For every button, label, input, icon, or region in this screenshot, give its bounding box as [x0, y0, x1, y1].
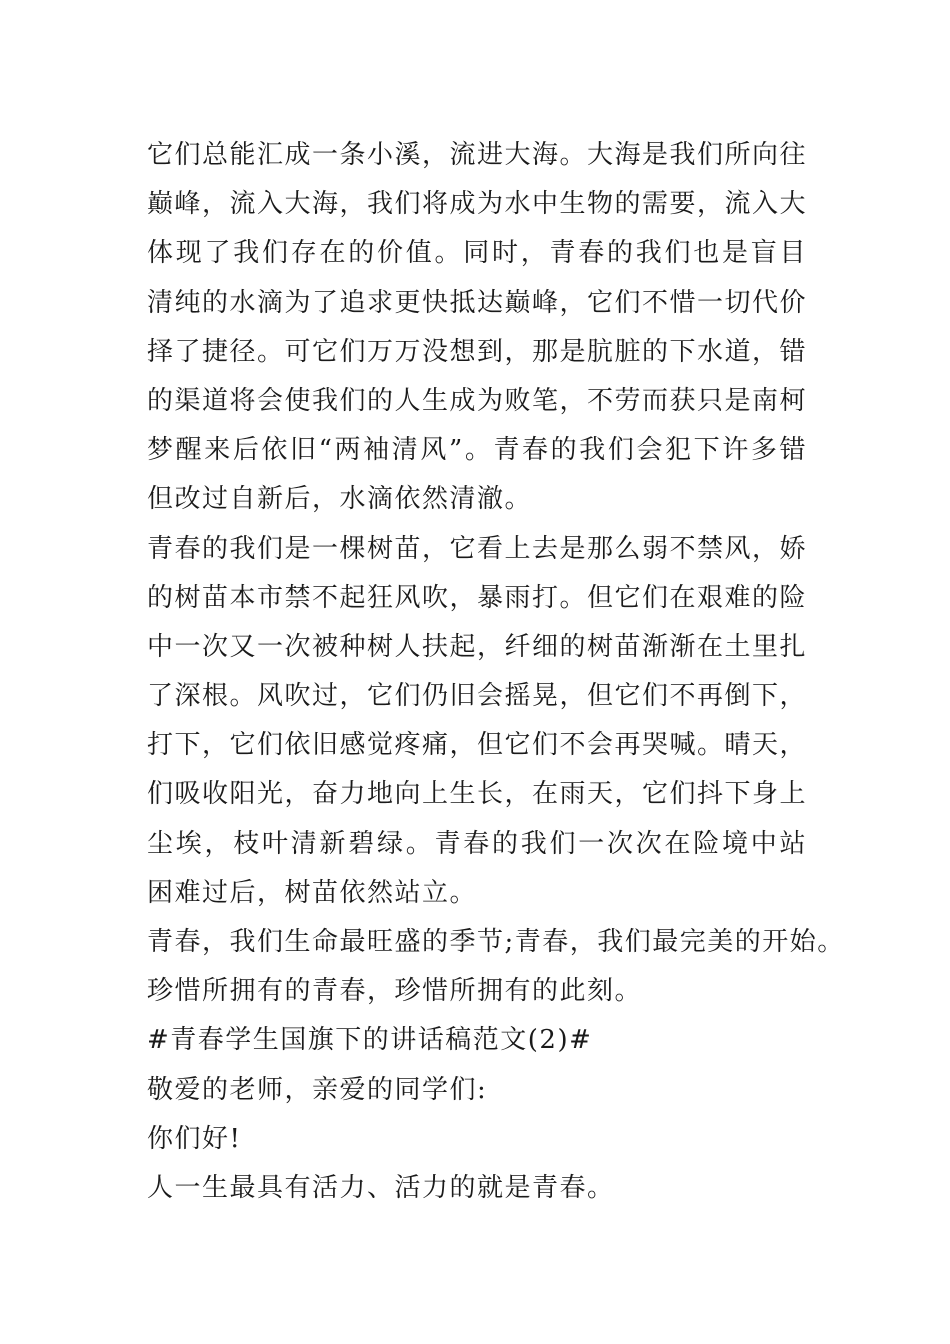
text-line: 青春，我们生命最旺盛的季节;青春，我们最完美的开始。: [147, 927, 845, 957]
text-line: 了深根。风吹过，它们仍旧会摇晃，但它们不再倒下，: [147, 681, 807, 712]
text-line: 困难过后，树苗依然站立。: [147, 877, 478, 908]
text-line: 它们总能汇成一条小溪，流进大海。大海是我们所向往: [147, 140, 807, 170]
text-line: 清纯的水滴为了追求更快抵达巅峰，它们不惜一切代价: [147, 287, 807, 318]
text-line: 体现了我们存在的价值。同时，青春的我们也是盲目: [147, 238, 807, 269]
text-line: 青春的我们是一棵树苗，它看上去是那么弱不禁风，娇: [147, 533, 807, 564]
greeting-line: 你们好!: [147, 1123, 242, 1154]
text-line: 打下，它们依旧感觉疼痛，但它们不会再哭喊。晴天，: [147, 730, 807, 761]
text-line: 梦醒来后依旧“两袖清风”。青春的我们会犯下许多错: [147, 435, 807, 466]
text-line: 们吸收阳光，奋力地向上生长，在雨天，它们抖下身上: [147, 779, 807, 810]
text-line: 尘埃，枝叶清新碧绿。青春的我们一次次在险境中站: [147, 828, 807, 859]
document-body: [147, 131, 845, 1213]
text-line: 的渠道将会使我们的人生成为败笔，不劳而获只是南柯: [147, 385, 807, 416]
text-line: 珍惜所拥有的青春，珍惜所拥有的此刻。: [147, 976, 643, 1007]
text-line: 择了捷径。可它们万万没想到，那是肮脏的下水道，错: [147, 336, 807, 367]
text-line: 巅峰，流入大海，我们将成为水中生物的需要，流入大: [147, 189, 807, 220]
text-line: 的树苗本市禁不起狂风吹，暴雨打。但它们在艰难的险: [147, 582, 807, 613]
section-heading: #青春学生国旗下的讲话稿范文(2)#: [147, 1025, 593, 1056]
text-line: 但改过自新后，水滴依然清澈。: [147, 484, 533, 515]
text-line: 中一次又一次被种树人扶起，纤细的树苗渐渐在土里扎: [147, 631, 807, 662]
text-line: 人一生最具有活力、活力的就是青春。: [147, 1172, 615, 1203]
salutation-line: 敬爱的老师，亲爱的同学们:: [147, 1074, 488, 1105]
